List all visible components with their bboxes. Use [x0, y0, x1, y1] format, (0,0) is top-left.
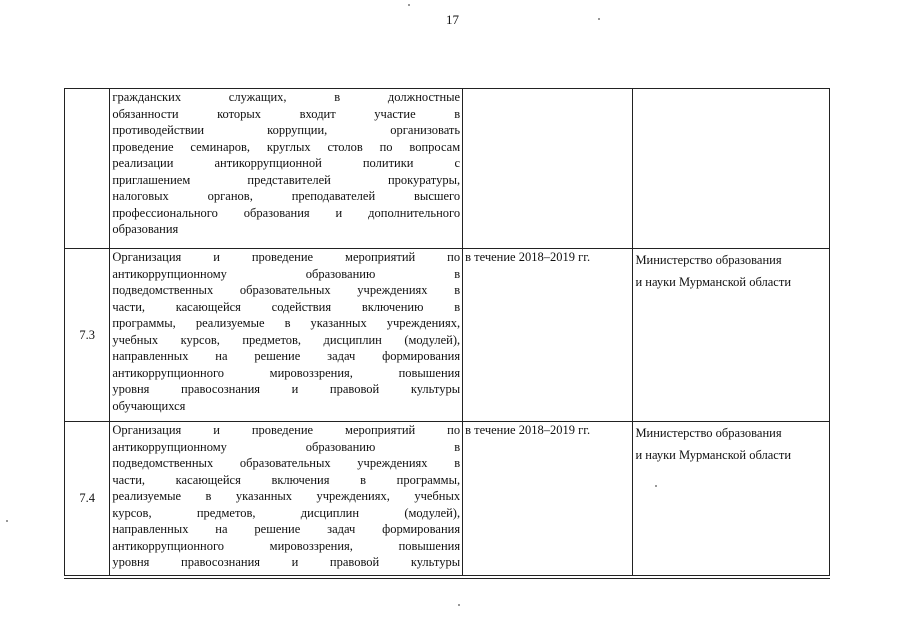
description-line: уровня правосознания и правовой культуры	[112, 382, 461, 396]
description-line: антикоррупционного мировоззрения, повышения	[112, 538, 461, 553]
description-line: налоговых органов, преподавателей высшего	[112, 189, 461, 203]
scan-speck	[408, 4, 410, 6]
description-line: Организация и проведение мероприятий по	[112, 423, 461, 437]
description-line: профессионального образования и дополнительного	[112, 205, 461, 220]
description-line: противодействии коррупции, организовать	[112, 123, 461, 137]
term-cell: в течение 2018–2019 гг.	[463, 422, 633, 576]
responsible-cell	[633, 89, 830, 249]
scan-speck	[598, 18, 600, 20]
description-line: подведомственных образовательных учреждениях в	[112, 283, 461, 297]
table-bottom-border	[64, 578, 830, 579]
scan-speck	[655, 485, 657, 487]
description-line: уровня правосознания и правовой культуры	[112, 555, 461, 569]
responsible-cell	[633, 422, 830, 576]
scan-speck	[458, 604, 460, 606]
description-line: подведомственных образовательных учреждениях в	[112, 456, 461, 470]
description-line: направленных на решение задач формирования	[112, 522, 461, 536]
measures-table	[64, 88, 830, 576]
description-line: обучающихся	[112, 398, 186, 413]
description-line: части, касающейся включения в программы,	[112, 472, 461, 487]
table-row-7-4	[65, 422, 830, 576]
description-line: Организация и проведение мероприятий по	[112, 250, 461, 264]
description-line: направленных на решение задач формирования	[112, 349, 461, 363]
table-row-continuation	[65, 89, 830, 249]
description-line: программы, реализуемые в указанных учреждениях,	[112, 316, 461, 330]
responsible-line: и науки Мурманской области	[635, 448, 792, 462]
description-line: образования	[112, 222, 179, 236]
responsible-line: и науки Мурманской области	[635, 275, 792, 289]
description-line: проведение семинаров, круглых столов по вопросам	[112, 139, 461, 154]
description-line: антикоррупционного мировоззрения, повышения	[112, 365, 461, 380]
row-number-cell	[65, 89, 110, 249]
description-line: приглашением представителей прокуратуры,	[112, 172, 461, 187]
responsible-line: Министерство образования	[635, 253, 782, 267]
page-number: 17	[446, 12, 459, 27]
responsible-line: Министерство образования	[635, 426, 782, 440]
description-line: обязанности которых входит участие в	[112, 106, 461, 121]
measure-description-cell	[110, 422, 463, 576]
description-line: реализуемые в указанных учреждениях, учебных	[112, 489, 461, 503]
scan-speck	[6, 520, 8, 522]
responsible-cell	[633, 249, 830, 422]
term-cell: в течение 2018–2019 гг.	[463, 249, 633, 422]
description-line: учебных курсов, предметов, дисциплин (модулей),	[112, 332, 461, 347]
row-number-cell: 7.4	[65, 422, 110, 576]
measure-description-cell	[110, 249, 463, 422]
description-line: антикоррупционному образованию в	[112, 439, 461, 454]
table-row-7-3	[65, 249, 830, 422]
measure-description-cell	[110, 89, 463, 249]
description-line: гражданских служащих, в должностные	[112, 90, 461, 104]
description-line: курсов, предметов, дисциплин (модулей),	[112, 505, 461, 520]
description-line: части, касающейся содействия включению в	[112, 299, 461, 314]
row-number-cell: 7.3	[65, 249, 110, 422]
description-line: антикоррупционному образованию в	[112, 266, 461, 281]
term-cell	[463, 89, 633, 249]
description-line: реализации антикоррупционной политики с	[112, 156, 461, 170]
